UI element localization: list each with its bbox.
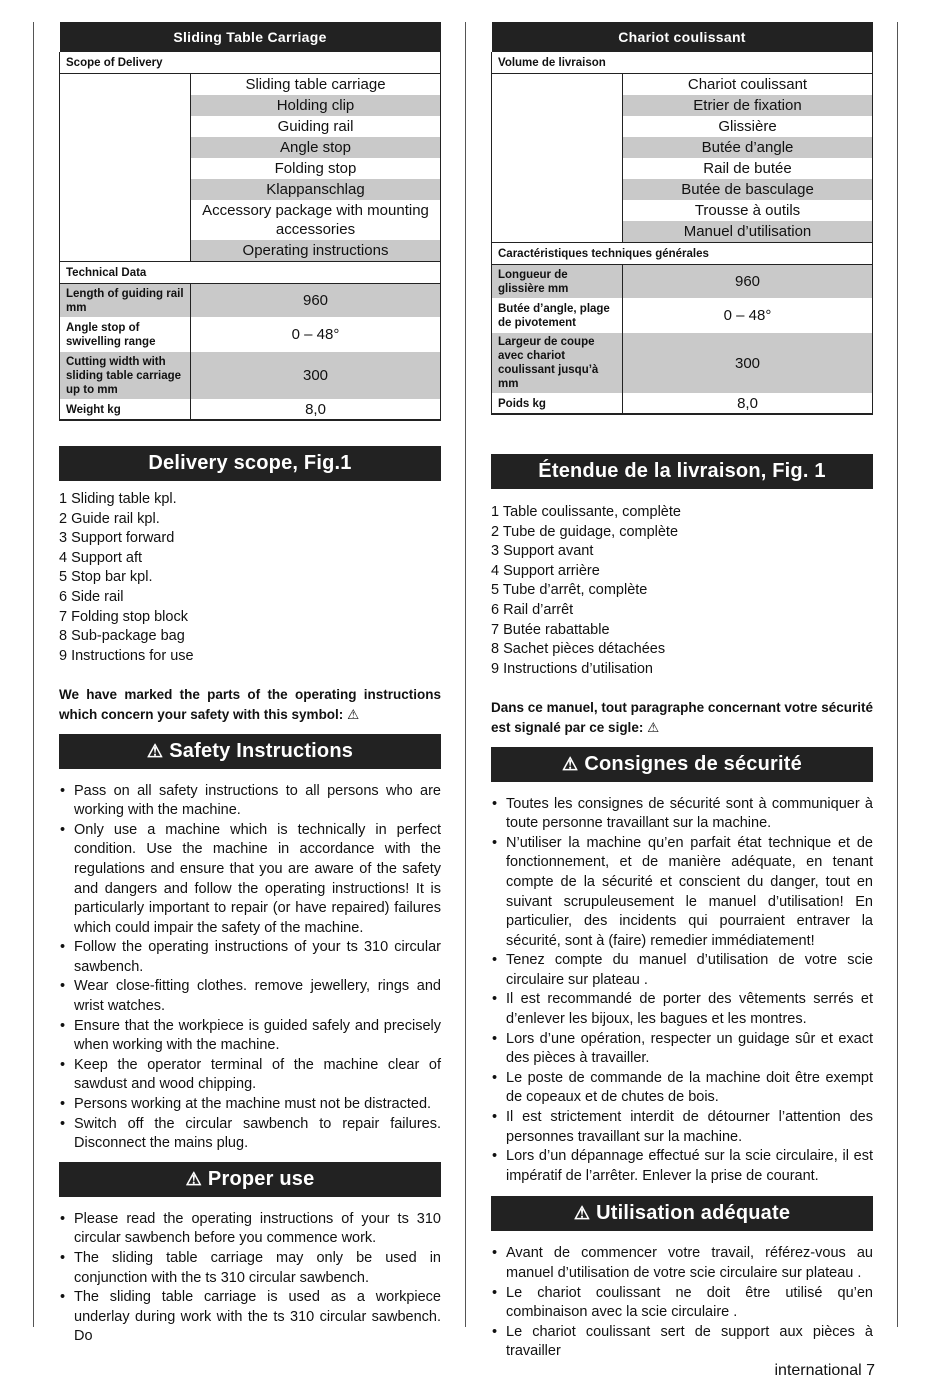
list-item: • Le poste de commande de la machine doit être exempt de copeaux et de chutes de bois. [491, 1069, 873, 1108]
center-divider [465, 22, 466, 1327]
scope-blank-cell [492, 74, 623, 243]
list-item: • Wear close-fitting clothes. remove jewellery, rings and wrist watches. [59, 977, 441, 1016]
list-item: 1 Sliding table kpl. [59, 491, 177, 507]
list-item: 5 Stop bar kpl. [59, 569, 153, 586]
list-item: • Switch off the circular sawbench to repair failures. Disconnect the mains plug. [59, 1115, 441, 1154]
list-item: 3 Support avant [491, 543, 594, 560]
scope-item: Glissière [623, 116, 873, 137]
safety-instructions-heading: ⚠ Safety Instructions [59, 734, 441, 769]
safety-list [491, 795, 873, 1187]
tech-label: Angle stop of swivelling range [60, 318, 191, 352]
warning-triangle-icon: ⚠ [146, 740, 164, 761]
tech-value: 960 [191, 284, 441, 318]
warning-triangle-icon: ⚠ [573, 1203, 591, 1224]
tech-label: Cutting width with sliding table carriage up to mm [60, 352, 191, 400]
tech-label: Weight kg [60, 400, 191, 421]
delivery-scope-heading: Étendue de la livraison, Fig. 1 [491, 454, 873, 489]
list-item: • Le chariot coulissant sert de support aux pièces à travailler [491, 1323, 873, 1362]
safety-note: We have marked the parts of the operating instructions which concern your safety with this symbol: ⚠ [59, 687, 441, 722]
list-item: 5 Tube d’arrêt, complète [491, 582, 648, 599]
list-item: • Keep the operator terminal of the machine clear of sawdust and wood chipping. [59, 1056, 441, 1095]
scope-item: Butée d’angle [623, 137, 873, 158]
list-item: 9 Instructions d’utilisation [491, 660, 653, 677]
list-item: • The sliding table carriage may only be used in conjunction with the ts 310 circular sawbench. [59, 1249, 441, 1288]
safety-instructions-heading: ⚠ Consignes de sécurité [491, 747, 873, 782]
scope-item: Holding clip [191, 95, 441, 116]
list-item: 2 Tube de guidage, complète [491, 523, 679, 540]
tech-value: 8,0 [623, 394, 873, 415]
list-item: 6 Side rail [59, 588, 124, 605]
tech-header: Technical Data [60, 262, 441, 284]
list-item: • Lors d’un dépannage effectué sur la scie circulaire, il est impératif de l’arrêter. Enlever la prise de courant. [491, 1147, 873, 1186]
scope-item: Operating instructions [191, 240, 441, 262]
list-item: • Pass on all safety instructions to all persons who are working with the machine. [59, 782, 441, 821]
tech-value: 8,0 [191, 400, 441, 421]
list-item: 8 Sub-package bag [59, 628, 185, 645]
list-item: • Follow the operating instructions of your ts 310 circular sawbench. [59, 938, 441, 977]
list-item: • Il est strictement interdit de détourner l’attention des personnes travaillant sur la machine. [491, 1108, 873, 1147]
right-margin-rule [897, 22, 898, 1327]
safety-note: Dans ce manuel, tout paragraphe concernant votre sécurité est signalé par ce sigle: ⚠ [491, 700, 873, 735]
scope-header: Scope of Delivery [60, 52, 441, 74]
spec-table [59, 22, 441, 421]
list-item: • Persons working at the machine must not be distracted. [59, 1095, 441, 1115]
list-item: 2 Guide rail kpl. [59, 510, 160, 527]
scope-header: Volume de livraison [492, 52, 873, 74]
tech-value: 0 – 48° [191, 318, 441, 352]
scope-item: Rail de butée [623, 158, 873, 179]
scope-item: Klappanschlag [191, 179, 441, 200]
use-list [491, 1244, 873, 1362]
english-column [59, 22, 441, 1347]
scope-item: Angle stop [191, 137, 441, 158]
tech-value: 0 – 48° [623, 299, 873, 333]
list-item: 9 Instructions for use [59, 647, 194, 664]
warning-triangle-icon: ⚠ [647, 719, 660, 735]
list-item: 4 Support arrière [491, 562, 600, 579]
list-item: • Toutes les consignes de sécurité sont à communiquer à toute personne travaillant sur la machine. [491, 795, 873, 834]
scope-item: Chariot coulissant [623, 74, 873, 96]
tech-label: Butée d’angle, plage de pivotement [492, 299, 623, 333]
tech-value: 300 [623, 333, 873, 394]
scope-item: Trousse à outils [623, 200, 873, 221]
tech-header: Caractéristiques techniques générales [492, 243, 873, 265]
list-item: 7 Folding stop block [59, 608, 188, 625]
scope-blank-cell [60, 74, 191, 262]
tech-label: Largeur de coupe avec chariot coulissant jusqu’à mm [492, 333, 623, 394]
list-item: 8 Sachet pièces détachées [491, 641, 666, 658]
safety-list [59, 782, 441, 1154]
list-item: 6 Rail d’arrêt [491, 601, 574, 618]
scope-item: Accessory package with mounting accessories [191, 200, 441, 240]
list-item: • Avant de commencer votre travail, référez-vous au manuel d’utilisation de votre scie circulaire sur plateau . [491, 1244, 873, 1283]
use-list [59, 1210, 441, 1347]
french-column [491, 22, 873, 1362]
table-title: Sliding Table Carriage [60, 22, 441, 52]
list-item: 4 Support aft [59, 549, 143, 566]
warning-triangle-icon: ⚠ [347, 706, 360, 722]
left-margin-rule [33, 22, 34, 1327]
scope-item: Butée de basculage [623, 179, 873, 200]
list-item: 7 Butée rabattable [491, 621, 610, 638]
list-item: • Tenez compte du manuel d’utilisation de votre scie circulaire sur plateau . [491, 951, 873, 990]
tech-label: Longueur de glissière mm [492, 265, 623, 299]
proper-use-heading: ⚠ Utilisation adéquate [491, 1196, 873, 1231]
delivery-scope-heading: Delivery scope, Fig.1 [59, 446, 441, 481]
warning-triangle-icon: ⚠ [562, 753, 579, 774]
list-item: • Lors d’une opération, respecter un guidage sûr et exact des pièces à travailler. [491, 1030, 873, 1069]
scope-item: Manuel d’utilisation [623, 221, 873, 243]
scope-item: Folding stop [191, 158, 441, 179]
list-item: 3 Support forward [59, 530, 175, 547]
list-item: • N’utiliser la machine qu’en parfait état technique et de fonctionnement, et de manière adéquate, en tenant compte de la sécurité et conscient du danger, tout en suivant scrupuleusement le manuel d’utilisation! En particulier, des incidents qui pourraient entraver la sécurité, sont à (faire) remedier immédiatement! [491, 834, 873, 952]
delivery-list [491, 503, 873, 679]
list-item: • Il est recommandé de porter des vêtements serrés et d’enlever les bijoux, les bagues et les montres. [491, 990, 873, 1029]
tech-value: 960 [623, 265, 873, 299]
tech-label: Poids kg [492, 394, 623, 415]
scope-item: Guiding rail [191, 116, 441, 137]
list-item: • Le chariot coulissant ne doit être utilisé qu’en combinaison avec la scie circulaire . [491, 1284, 873, 1323]
tech-label: Length of guiding rail mm [60, 284, 191, 318]
table-title: Chariot coulissant [492, 22, 873, 52]
list-item: • The sliding table carriage is used as a workpiece underlay during work with the ts 310 circular sawbench. Do [59, 1288, 441, 1347]
spec-table [491, 22, 873, 415]
page-footer: international 7 [774, 1362, 875, 1379]
list-item: • Please read the operating instructions of your ts 310 circular sawbench before you commence work. [59, 1210, 441, 1249]
scope-item: Sliding table carriage [191, 74, 441, 96]
proper-use-heading: ⚠ Proper use [59, 1162, 441, 1197]
scope-item: Etrier de fixation [623, 95, 873, 116]
warning-triangle-icon: ⚠ [185, 1168, 202, 1189]
list-item: • Only use a machine which is technically in perfect condition. Use the machine in accordance with the regulations and ensure that you are aware of the safety and dangers and follow the operating instructions! It is particularly important to repair (or have repaired) failures which could impair the safety of the machine. [59, 821, 441, 939]
delivery-list [59, 490, 441, 666]
tech-value: 300 [191, 352, 441, 400]
list-item: • Ensure that the workpiece is guided safely and precisely when working with the machine. [59, 1017, 441, 1056]
list-item: 1 Table coulissante, complète [491, 504, 681, 520]
